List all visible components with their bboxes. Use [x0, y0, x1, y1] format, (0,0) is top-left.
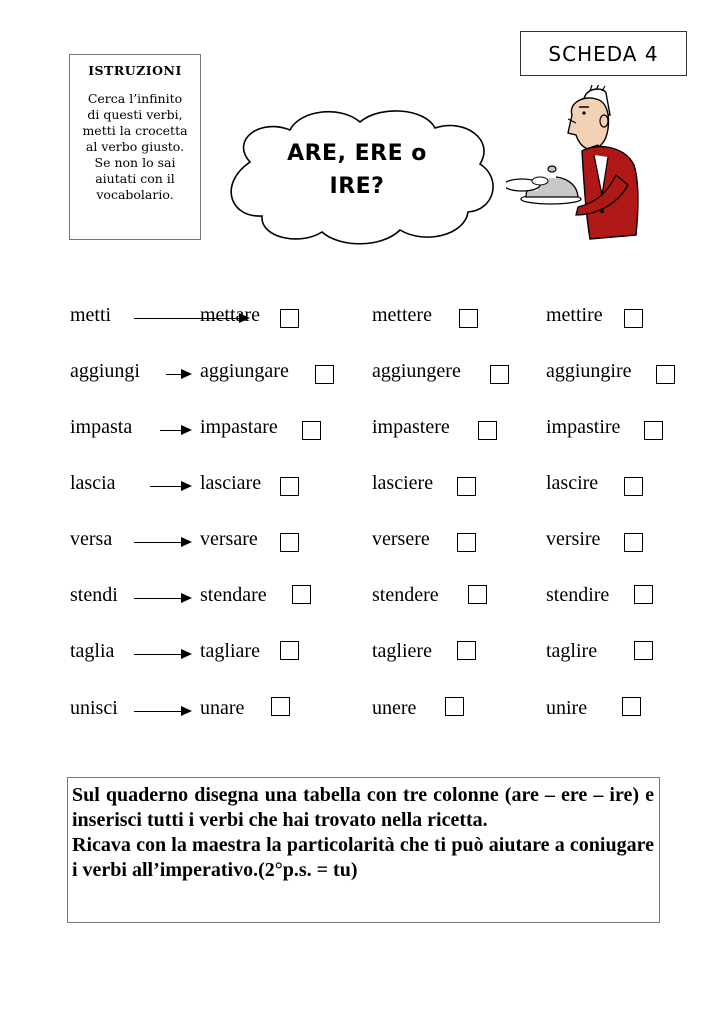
instructions-line: Se non lo sai: [94, 155, 176, 170]
option-are: unare: [200, 697, 245, 719]
option-ire: stendire: [546, 584, 610, 606]
checkbox-ere[interactable]: [457, 533, 476, 552]
checkbox-ire[interactable]: [634, 641, 653, 660]
option-ire: impastire: [546, 416, 621, 438]
option-ere: unere: [372, 697, 417, 719]
sheet-label: SCHEDA 4: [520, 31, 687, 76]
arrow-icon: [134, 598, 190, 599]
verb-row: [70, 697, 690, 727]
checkbox-are[interactable]: [280, 641, 299, 660]
task-box: [67, 777, 660, 923]
option-ire: versire: [546, 528, 601, 550]
verb-row: [70, 416, 690, 446]
verb-imperative: metti: [70, 304, 112, 326]
checkbox-are[interactable]: [302, 421, 321, 440]
verb-row: [70, 360, 690, 390]
option-ire: aggiungire: [546, 360, 632, 382]
instructions-text: [70, 91, 200, 203]
option-are: tagliare: [200, 640, 260, 662]
option-ere: stendere: [372, 584, 439, 606]
option-ire: lascire: [546, 472, 599, 494]
instructions-line: di questi verbi,: [87, 107, 183, 122]
option-ire: taglire: [546, 640, 598, 662]
checkbox-ere[interactable]: [459, 309, 478, 328]
instructions-title: ISTRUZIONI: [88, 63, 182, 78]
option-ire: unire: [546, 697, 588, 719]
option-are: impastare: [200, 416, 278, 438]
checkbox-ire[interactable]: [624, 533, 643, 552]
verb-imperative: taglia: [70, 640, 115, 662]
arrow-icon: [134, 542, 190, 543]
option-ere: mettere: [372, 304, 432, 326]
checkbox-ire[interactable]: [644, 421, 663, 440]
cloud-title: [252, 137, 462, 203]
verb-imperative: aggiungi: [70, 360, 140, 382]
waiter-with-cloche-icon: [506, 85, 646, 245]
checkbox-ire[interactable]: [634, 585, 653, 604]
checkbox-are[interactable]: [315, 365, 334, 384]
option-ere: tagliere: [372, 640, 432, 662]
verb-row: [70, 528, 690, 558]
option-are: stendare: [200, 584, 267, 606]
verb-imperative: stendi: [70, 584, 118, 606]
checkbox-ere[interactable]: [478, 421, 497, 440]
verb-imperative: impasta: [70, 416, 133, 438]
verb-imperative: unisci: [70, 697, 118, 719]
checkbox-are[interactable]: [280, 477, 299, 496]
option-ere: impastere: [372, 416, 450, 438]
checkbox-ire[interactable]: [656, 365, 675, 384]
task-paragraph: Sul quaderno disegna una tabella con tre colonne (are – ere – ire) e inserisci tutti i verbi che hai trovato nella ricetta.: [72, 784, 654, 831]
checkbox-ere[interactable]: [490, 365, 509, 384]
verb-imperative: versa: [70, 528, 113, 550]
option-are: mettare: [200, 304, 260, 326]
instructions-line: vocabolario.: [96, 187, 174, 202]
checkbox-are[interactable]: [280, 533, 299, 552]
cloud-title-line: ARE, ERE o: [287, 141, 427, 166]
arrow-icon: [134, 654, 190, 655]
instructions-line: Cerca l’infinito: [87, 91, 183, 106]
verb-row: [70, 640, 690, 670]
checkbox-are[interactable]: [280, 309, 299, 328]
checkbox-ire[interactable]: [624, 477, 643, 496]
checkbox-ire[interactable]: [622, 697, 641, 716]
checkbox-ire[interactable]: [624, 309, 643, 328]
checkbox-are[interactable]: [292, 585, 311, 604]
checkbox-ere[interactable]: [445, 697, 464, 716]
arrow-icon: [150, 486, 190, 487]
arrow-icon: [166, 374, 190, 375]
option-ere: versere: [372, 528, 430, 550]
checkbox-are[interactable]: [271, 697, 290, 716]
verb-row: [70, 304, 690, 334]
option-ere: lasciere: [372, 472, 434, 494]
verb-imperative: lascia: [70, 472, 116, 494]
option-are: lasciare: [200, 472, 262, 494]
instructions-line: al verbo giusto.: [85, 139, 185, 154]
instructions-line: metti la crocetta: [82, 123, 188, 138]
arrow-icon: [160, 430, 190, 431]
option-are: versare: [200, 528, 258, 550]
option-ere: aggiungere: [372, 360, 461, 382]
checkbox-ere[interactable]: [457, 641, 476, 660]
instructions-box: [69, 54, 201, 240]
checkbox-ere[interactable]: [468, 585, 487, 604]
verb-row: [70, 472, 690, 502]
cloud-title-line: IRE?: [329, 174, 385, 199]
verb-row: [70, 584, 690, 614]
instructions-line: aiutati con il: [95, 171, 175, 186]
option-ire: mettire: [546, 304, 603, 326]
task-paragraph: Ricava con la maestra la particolarità che ti può aiutare a coniugare i verbi all’imperativo.(2°p.s. = tu): [72, 834, 654, 881]
option-are: aggiungare: [200, 360, 289, 382]
checkbox-ere[interactable]: [457, 477, 476, 496]
arrow-icon: [134, 711, 190, 712]
